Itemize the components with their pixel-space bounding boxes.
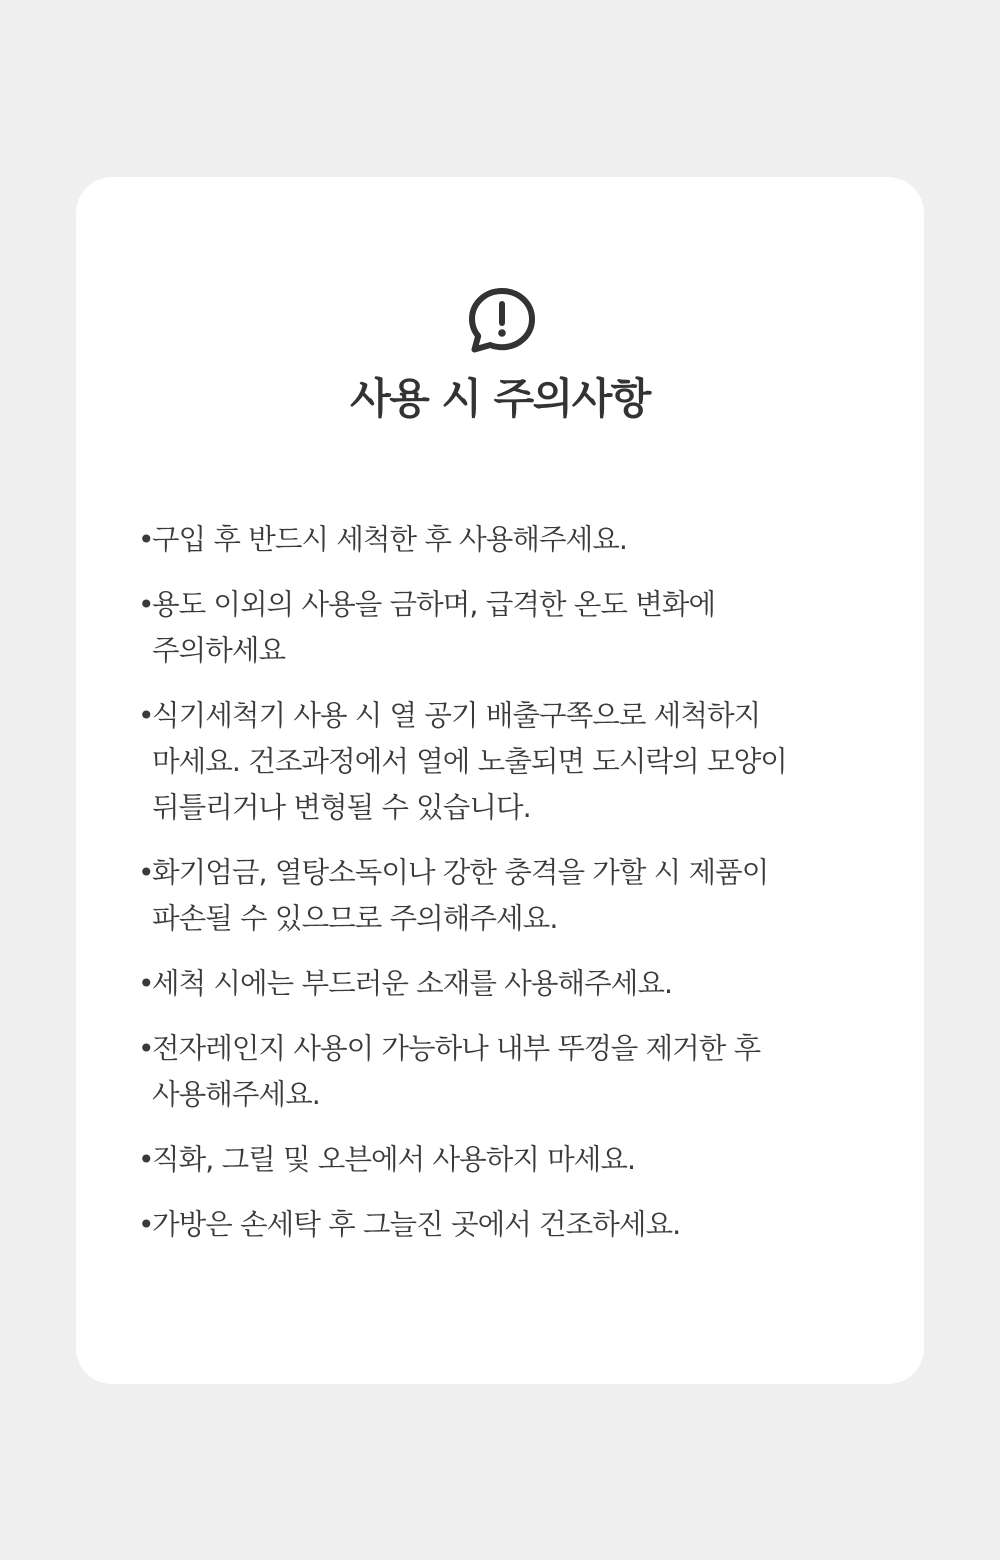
list-item bbox=[136, 1202, 876, 1248]
caution-list bbox=[136, 517, 876, 1267]
bullet: • bbox=[138, 856, 154, 889]
list-item-text: 식기세척기 사용 시 열 공기 배출구쪽으로 세척하지 마세요. 건조과정에서 열에 노출되면 도시락의 모양이 뒤틀리거나 변형될 수 있습니다. bbox=[152, 699, 787, 824]
list-item bbox=[136, 850, 876, 942]
page-title: 사용 시 주의사항 bbox=[350, 374, 650, 423]
bullet: • bbox=[138, 1208, 154, 1241]
list-item-text: 구입 후 반드시 세척한 후 사용해주세요. bbox=[152, 523, 628, 556]
list-item bbox=[136, 582, 876, 674]
list-item-text: 직화, 그릴 및 오븐에서 사용하지 마세요. bbox=[152, 1143, 636, 1176]
list-item-text: 가방은 손세탁 후 그늘진 곳에서 건조하세요. bbox=[152, 1208, 681, 1241]
bullet: • bbox=[138, 1143, 154, 1176]
bullet: • bbox=[138, 588, 154, 621]
bullet: • bbox=[138, 699, 154, 732]
list-item-text: 화기엄금, 열탕소독이나 강한 충격을 가할 시 제품이 파손될 수 있으므로 주의해주세요. bbox=[152, 856, 769, 935]
list-item bbox=[136, 1026, 876, 1118]
list-item-text: 전자레인지 사용이 가능하나 내부 뚜껑을 제거한 후 사용해주세요. bbox=[152, 1032, 761, 1111]
list-item bbox=[136, 517, 876, 563]
notice-card bbox=[76, 177, 924, 1384]
alert-speech-bubble-icon bbox=[464, 283, 540, 359]
bullet: • bbox=[138, 967, 154, 1000]
list-item bbox=[136, 961, 876, 1007]
list-item bbox=[136, 693, 876, 831]
list-item-text: 세척 시에는 부드러운 소재를 사용해주세요. bbox=[152, 967, 673, 1000]
bullet: • bbox=[138, 1032, 154, 1065]
list-item-text: 용도 이외의 사용을 금하며, 급격한 온도 변화에 주의하세요 bbox=[152, 588, 716, 667]
bullet: • bbox=[138, 523, 154, 556]
list-item bbox=[136, 1137, 876, 1183]
